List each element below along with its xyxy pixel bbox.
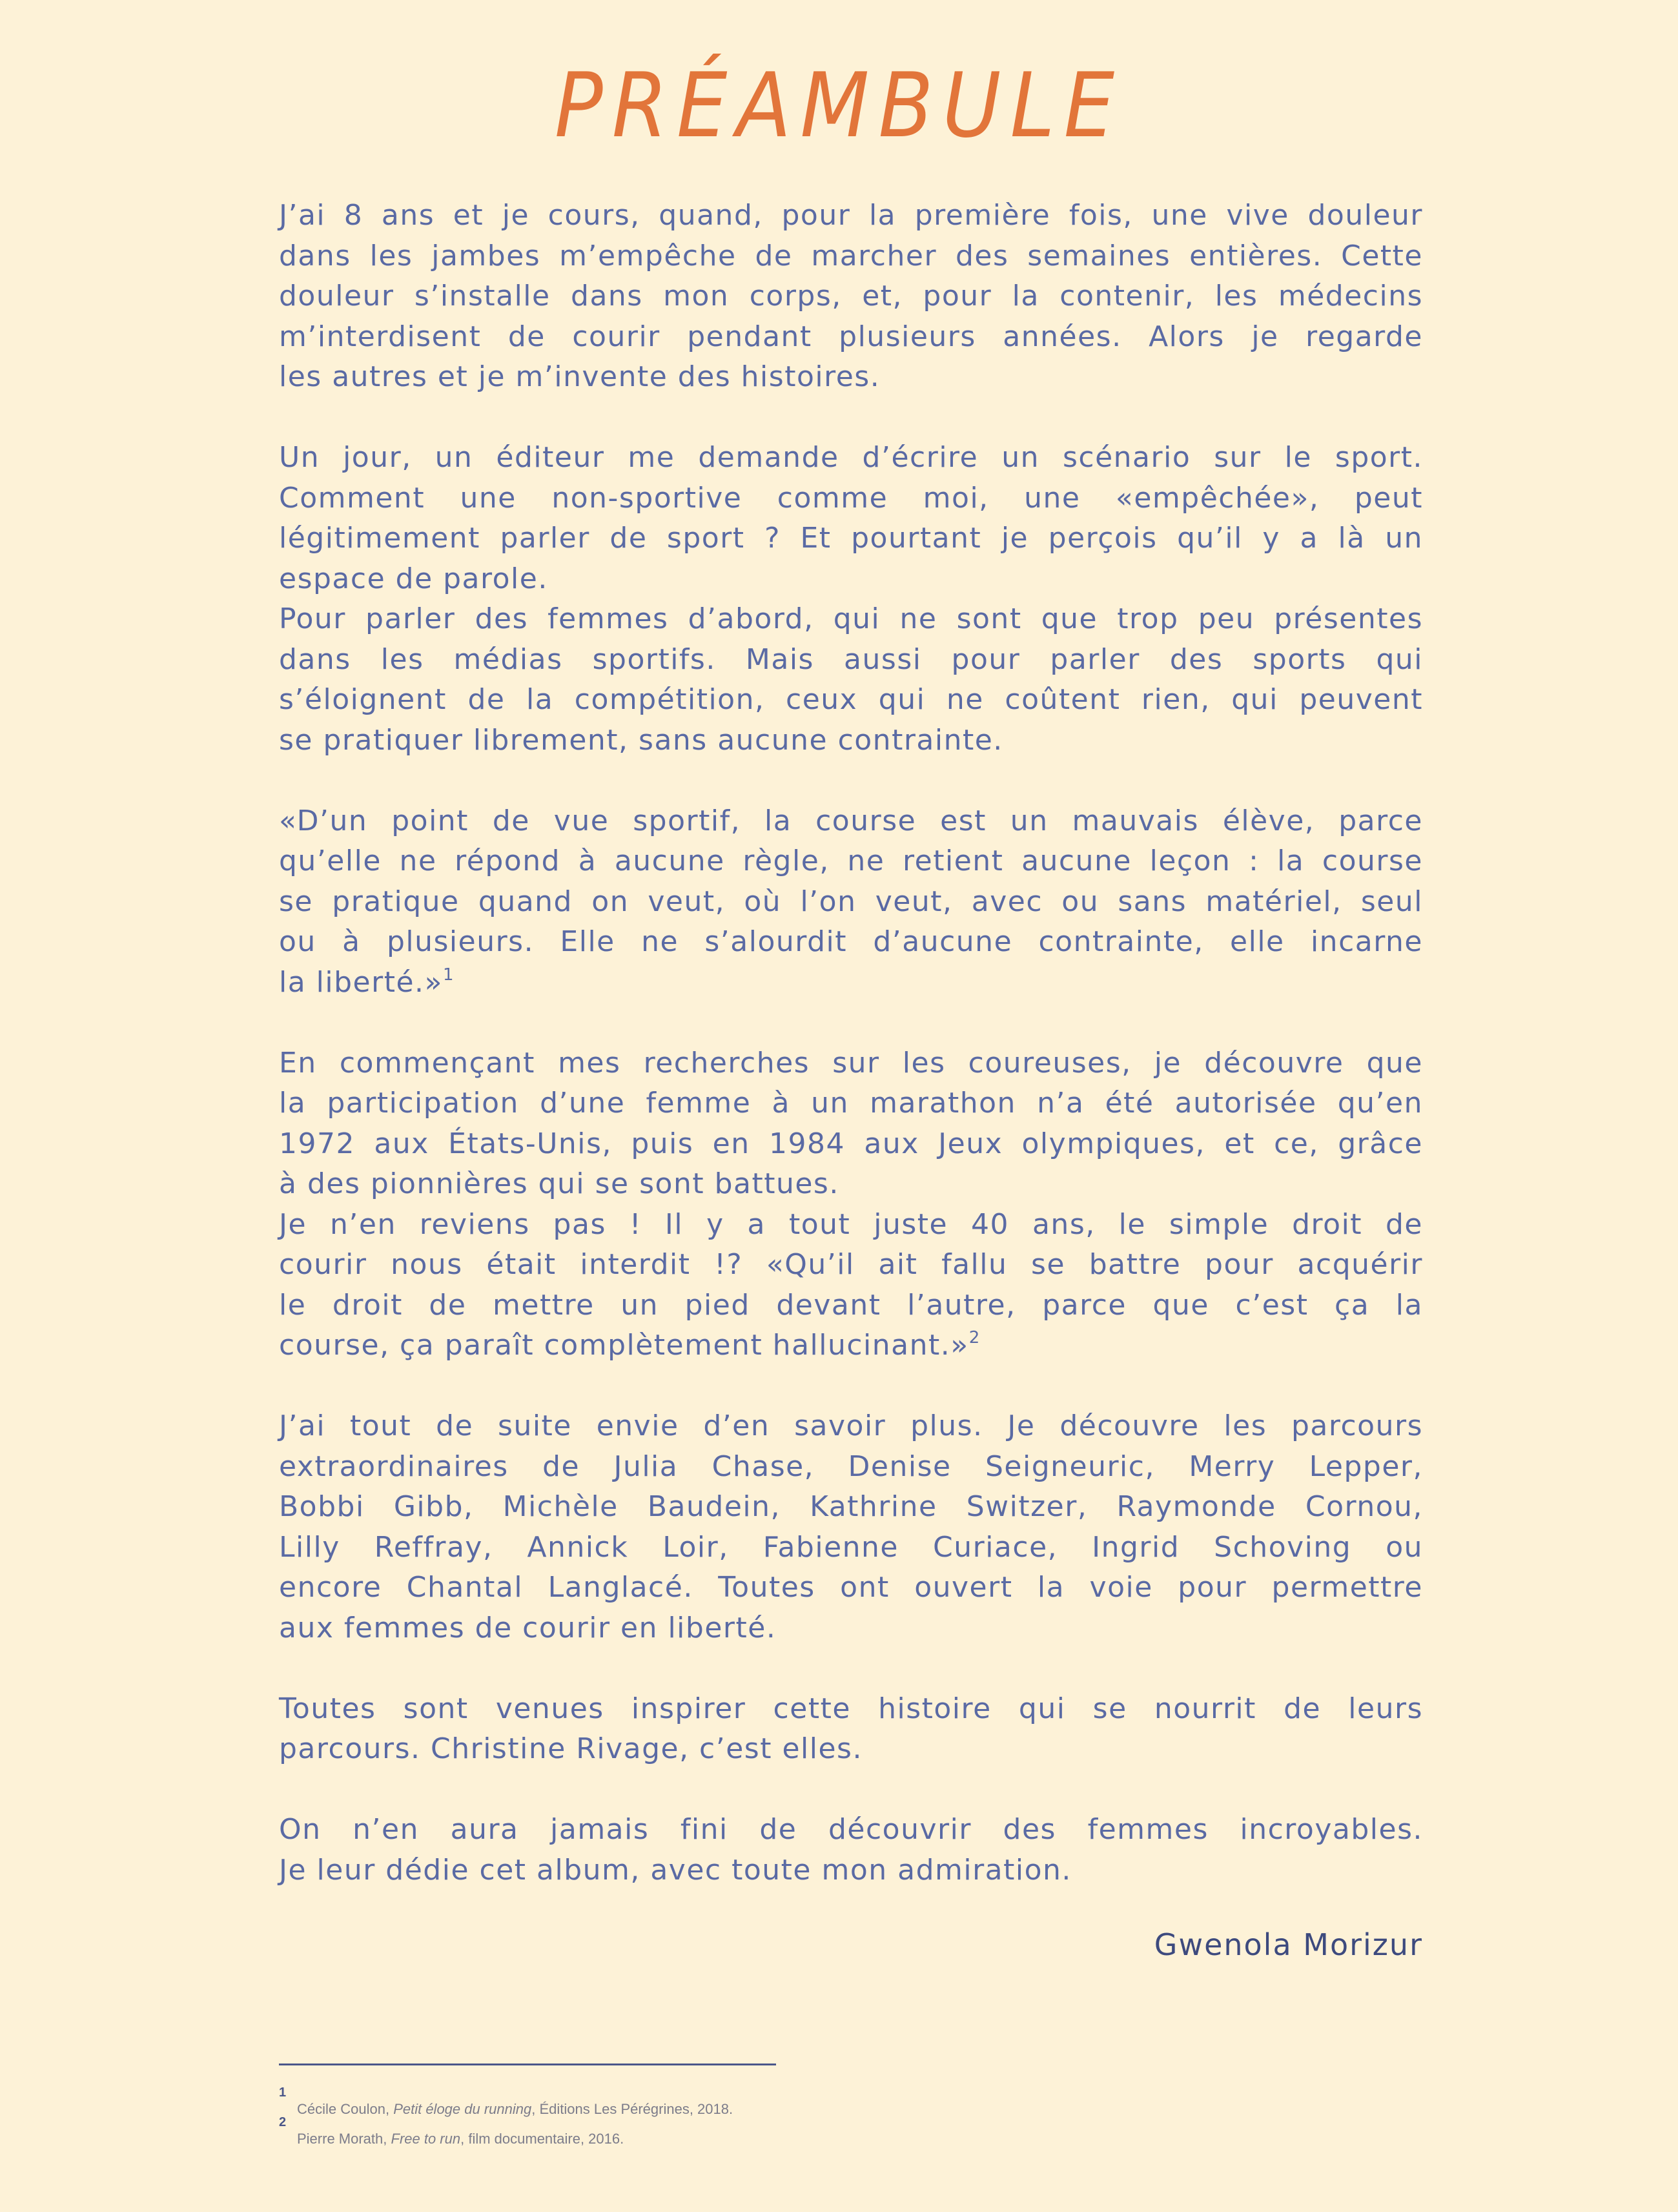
- footnote-text: [297, 2101, 733, 2118]
- footnote-author: Pierre Morath,: [297, 2131, 391, 2147]
- footnote-divider: [279, 2064, 776, 2065]
- text-line: «D’un point de vue sportif, la course est un mauvais élève, parce: [279, 804, 1423, 837]
- text-line: la participation d’une femme à un marathon n’a été autorisée qu’en: [279, 1087, 1423, 1120]
- text-line: douleur s’installe dans mon corps, et, pour la contenir, les médecins: [279, 280, 1423, 312]
- text-line: Je n’en reviens pas ! Il y a tout juste 40 ans, le simple droit de: [279, 1207, 1423, 1241]
- text-line: 1972 aux États-Unis, puis en 1984 aux Jeux olympiques, et ce, grâce: [279, 1127, 1423, 1160]
- footnote-ref[interactable]: 2: [968, 1328, 981, 1347]
- text-line: courir nous était interdit !? «Qu’il ait fallu se battre pour acquérir: [279, 1248, 1423, 1281]
- text-line: espace de parole.: [279, 562, 548, 595]
- preamble-body: [279, 196, 1423, 1931]
- text-line: s’éloignent de la compétition, ceux qui ne coûtent rien, qui peuvent: [279, 683, 1423, 716]
- text-line: J’ai tout de suite envie d’en savoir plus. Je découvre les parcours: [279, 1409, 1423, 1442]
- paragraph: [279, 1689, 1423, 1770]
- footnote-work-title: Petit éloge du running: [393, 2101, 532, 2117]
- footnote-item: [279, 2115, 1376, 2149]
- text-line: dans les jambes m’empêche de marcher des semaines entières. Cette: [279, 239, 1423, 272]
- text-line: extraordinaires de Julia Chase, Denise Seigneuric, Merry Lepper,: [279, 1449, 1423, 1483]
- text-line: qu’elle ne répond à aucune règle, ne retient aucune leçon : la course: [279, 845, 1423, 877]
- footnote-author: Cécile Coulon,: [297, 2101, 394, 2117]
- text-line: aux femmes de courir en liberté.: [279, 1611, 777, 1644]
- footnote-number: 2: [279, 2115, 287, 2129]
- text-line: Toutes sont venues inspirer cette histoire qui se nourrit de leurs: [279, 1692, 1423, 1725]
- footnote-work-title: Free to run: [391, 2131, 461, 2147]
- text-line: Un jour, un éditeur me demande d’écrire un scénario sur le sport.: [279, 441, 1423, 474]
- text-line: Pour parler des femmes d’abord, qui ne sont que trop peu présentes: [279, 602, 1423, 635]
- paragraph: [279, 1205, 1423, 1366]
- text-line: Bobbi Gibb, Michèle Baudein, Kathrine Switzer, Raymonde Cornou,: [279, 1490, 1423, 1523]
- text-line: On n’en aura jamais fini de découvrir des femmes incroyables.: [279, 1813, 1423, 1846]
- text-line: course, ça paraît complètement hallucinant.»: [279, 1329, 969, 1362]
- text-line: En commençant mes recherches sur les coureuses, je découvre que: [279, 1046, 1423, 1080]
- footnote-text: [297, 2131, 624, 2147]
- quote-paragraph: [279, 801, 1423, 1003]
- paragraph: [279, 196, 1423, 398]
- text-line: les autres et je m’invente des histoires.: [279, 360, 881, 393]
- text-line: à des pionnières qui se sont battues.: [279, 1167, 839, 1200]
- footnote-number: 1: [279, 2085, 287, 2100]
- text-line: légitimement parler de sport ? Et pourtant je perçois qu’il y a là un: [279, 522, 1423, 555]
- text-line-with-footnote: [279, 1326, 1423, 1366]
- paragraph: [279, 1810, 1423, 1890]
- text-line: la liberté.»: [279, 965, 443, 999]
- paragraph: [279, 1406, 1423, 1648]
- text-line: m’interdisent de courir pendant plusieurs années. Alors je regarde: [279, 320, 1423, 353]
- text-line: Comment une non-sportive comme moi, une «empêchée», peut: [279, 481, 1423, 515]
- footnote-details: , Éditions Les Pérégrines, 2018.: [531, 2101, 733, 2117]
- text-line: dans les médias sportifs. Mais aussi pour parler des sports qui: [279, 642, 1423, 676]
- text-line: se pratiquer librement, sans aucune contrainte.: [279, 723, 1003, 757]
- page-title: PRÉAMBULE: [554, 54, 1124, 158]
- paragraph: [279, 1043, 1423, 1205]
- text-line: se pratique quand on veut, où l’on veut, avec ou sans matériel, seul: [279, 885, 1423, 918]
- text-line: J’ai 8 ans et je cours, quand, pour la première fois, une vive douleur: [279, 199, 1423, 232]
- text-line: encore Chantal Langlacé. Toutes ont ouvert la voie pour permettre: [279, 1571, 1423, 1604]
- paragraph: [279, 599, 1423, 761]
- paragraph: [279, 438, 1423, 599]
- footnote-item: [279, 2085, 1376, 2119]
- footnotes: [279, 2085, 1376, 2149]
- text-line: ou à plusieurs. Elle ne s’alourdit d’aucune contrainte, elle incarne: [279, 925, 1423, 958]
- text-line-with-footnote: [279, 963, 1423, 1003]
- author-signature: Gwenola Morizur: [1154, 1927, 1423, 1962]
- text-line: le droit de mettre un pied devant l’autre, parce que c’est ça la: [279, 1288, 1423, 1322]
- text-line: Je leur dédie cet album, avec toute mon admiration.: [279, 1853, 1072, 1887]
- footnote-ref[interactable]: 1: [442, 965, 455, 985]
- footnote-details: , film documentaire, 2016.: [460, 2131, 624, 2147]
- text-line: parcours. Christine Rivage, c’est elles.: [279, 1732, 863, 1765]
- text-line: Lilly Reffray, Annick Loir, Fabienne Curiace, Ingrid Schoving ou: [279, 1530, 1423, 1564]
